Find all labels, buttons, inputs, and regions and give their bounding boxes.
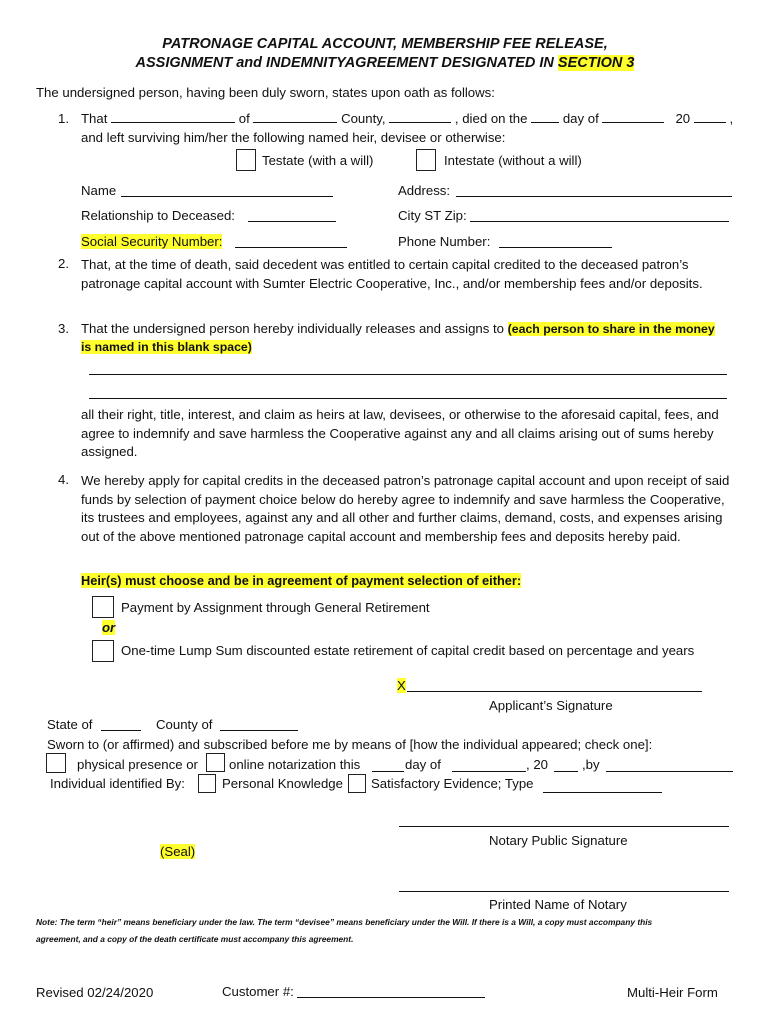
evidence-type-field[interactable]	[543, 792, 662, 793]
county-name-blank[interactable]	[389, 111, 451, 123]
or-label: or	[102, 620, 116, 635]
satisfactory-evidence-checkbox[interactable]	[348, 774, 366, 793]
sworn-statement: Sworn to (or affirmed) and subscribed before me by means of [how the individual appeared; check one]:	[47, 737, 653, 752]
intestate-label: Intestate (without a will)	[444, 153, 582, 168]
general-retirement-label: Payment by Assignment through General Retirement	[121, 600, 430, 615]
heir-name-label: Name	[81, 183, 117, 198]
printed-name-label: Printed Name of Notary	[489, 897, 627, 912]
county-label: County,	[341, 111, 386, 126]
note-line-1: Note: The term “heir” means beneficiary under the law. The term “devisee” means beneficiary under the Will. If there is a Will, a copy must accompany this	[36, 917, 653, 927]
notary-year-field[interactable]	[554, 771, 578, 772]
notary-county-field[interactable]	[220, 730, 298, 731]
city-st-zip-field[interactable]	[470, 221, 729, 222]
general-retirement-checkbox[interactable]	[92, 596, 114, 618]
phone-field[interactable]	[499, 247, 612, 248]
printed-name-line[interactable]	[399, 891, 729, 892]
form-title-line-1: PATRONAGE CAPITAL ACCOUNT, MEMBERSHIP FEE RELEASE,	[162, 36, 608, 52]
customer-number-label: Customer #:	[222, 984, 294, 999]
died-on-label: , died on the	[454, 111, 528, 126]
relationship-label: Relationship to Deceased:	[81, 208, 235, 223]
intestate-checkbox[interactable]	[416, 149, 436, 171]
applicant-signature-line[interactable]	[407, 691, 702, 692]
item-3-continuation: all their right, title, interest, and claim as heirs at law, devisees, or otherwise to the aforesaid capital, fees, and agree to indemnify and save harmless the Cooperative against any and all claims arising out of sums hereby assigned.	[81, 407, 719, 459]
physical-presence-checkbox[interactable]	[46, 753, 66, 773]
item-4-number: 4.	[58, 472, 69, 487]
notary-signature-label: Notary Public Signature	[489, 833, 628, 848]
item-4-text: We hereby apply for capital credits in the deceased patron’s patronage capital account and upon receipt of said funds by selection of payment choice below do hereby agree to indemnify and save harmless the Cooperative, its trustees and employees, against any and all other and further claims, demand, costs, and expenses arising out of the above mentioned patronage capital account and membership fees and deposits hereby paid.	[81, 473, 730, 544]
notary-day-field[interactable]	[372, 771, 404, 772]
item-1-number: 1.	[58, 111, 69, 126]
note-line-2: agreement, and a copy of the death certificate must accompany this agreement.	[36, 934, 354, 944]
that-label: That	[81, 111, 108, 126]
revised-date: Revised 02/24/2020	[36, 985, 154, 1000]
satisfactory-evidence-label: Satisfactory Evidence; Type	[371, 776, 534, 791]
item-3-number: 3.	[58, 321, 69, 336]
section-3-highlight: SECTION 3	[557, 55, 635, 71]
item-3-text: That the undersigned person hereby individually releases and assigns to	[81, 321, 508, 336]
online-notarization-checkbox[interactable]	[206, 753, 225, 772]
item-1-line-2: and left surviving him/her the following named heir, devisee or otherwise:	[81, 130, 506, 145]
notary-month-field[interactable]	[452, 771, 526, 772]
ssn-field[interactable]	[235, 247, 347, 248]
personal-knowledge-label: Personal Knowledge	[222, 776, 343, 791]
item-2-number: 2.	[58, 256, 69, 271]
address-label: Address:	[398, 183, 451, 198]
phone-label: Phone Number:	[398, 234, 491, 249]
assignee-instruction-highlight-1: (each person to share in the money	[507, 322, 715, 336]
seal-label: (Seal)	[160, 844, 196, 859]
heir-name-field[interactable]	[121, 196, 333, 197]
death-month-blank[interactable]	[602, 111, 664, 123]
online-notarization-label: online notarization this	[229, 757, 361, 772]
physical-presence-label: physical presence or	[77, 757, 198, 772]
by-label: ,by	[582, 757, 600, 772]
assignee-line-1[interactable]	[89, 374, 727, 375]
death-year-blank[interactable]	[694, 111, 726, 123]
lump-sum-label: One-time Lump Sum discounted estate retirement of capital credit based on percentage and years	[121, 643, 695, 658]
item-2-text: That, at the time of death, said decedent was entitled to certain capital credited to the deceased patron’s patronage capital account with Sumter Electric Cooperative, Inc., and/or membership fees and/or deposits.	[81, 257, 703, 291]
item-1-line-1	[81, 111, 733, 126]
assignee-instruction-highlight-2: is named in this blank space)	[81, 340, 252, 354]
testate-checkbox[interactable]	[236, 149, 256, 171]
relationship-field[interactable]	[248, 221, 336, 222]
applicant-signature-label: Applicant’s Signature	[489, 698, 613, 713]
form-name: Multi-Heir Form	[627, 985, 718, 1000]
heirs-choose-instruction: Heir(s) must choose and be in agreement of payment selection of either:	[81, 573, 522, 588]
notary-day-of-label: day of	[405, 757, 441, 772]
state-field[interactable]	[101, 730, 141, 731]
of-label: of	[238, 111, 250, 126]
assignee-line-2[interactable]	[89, 398, 727, 399]
personal-knowledge-checkbox[interactable]	[198, 774, 216, 793]
intro-statement: The undersigned person, having been duly sworn, states upon oath as follows:	[36, 85, 495, 100]
notary-signature-line[interactable]	[399, 826, 729, 827]
decedent-name-blank[interactable]	[111, 111, 235, 123]
identified-by-label: Individual identified By:	[50, 776, 185, 791]
item-3-line-1	[81, 321, 715, 336]
address-field[interactable]	[456, 196, 732, 197]
notary-year-prefix: , 20	[526, 757, 548, 772]
comma-label: ,	[729, 111, 734, 126]
ssn-label: Social Security Number:	[81, 234, 223, 249]
lump-sum-checkbox[interactable]	[92, 640, 114, 662]
notary-by-field[interactable]	[606, 771, 733, 772]
county-blank[interactable]	[253, 111, 337, 123]
customer-number-field[interactable]	[297, 997, 485, 998]
form-title-text: ASSIGNMENT and INDEMNITYAGREEMENT DESIGNATED IN	[135, 55, 558, 71]
death-day-blank[interactable]	[531, 111, 559, 123]
state-of-label: State of	[47, 717, 93, 732]
year-prefix-label: 20	[675, 111, 691, 126]
form-title-line-2	[0, 55, 770, 71]
city-st-zip-label: City ST Zip:	[398, 208, 467, 223]
county-of-label: County of	[156, 717, 213, 732]
day-of-label: day of	[562, 111, 599, 126]
testate-label: Testate (with a will)	[262, 153, 374, 168]
signature-x-mark: X	[397, 678, 406, 693]
